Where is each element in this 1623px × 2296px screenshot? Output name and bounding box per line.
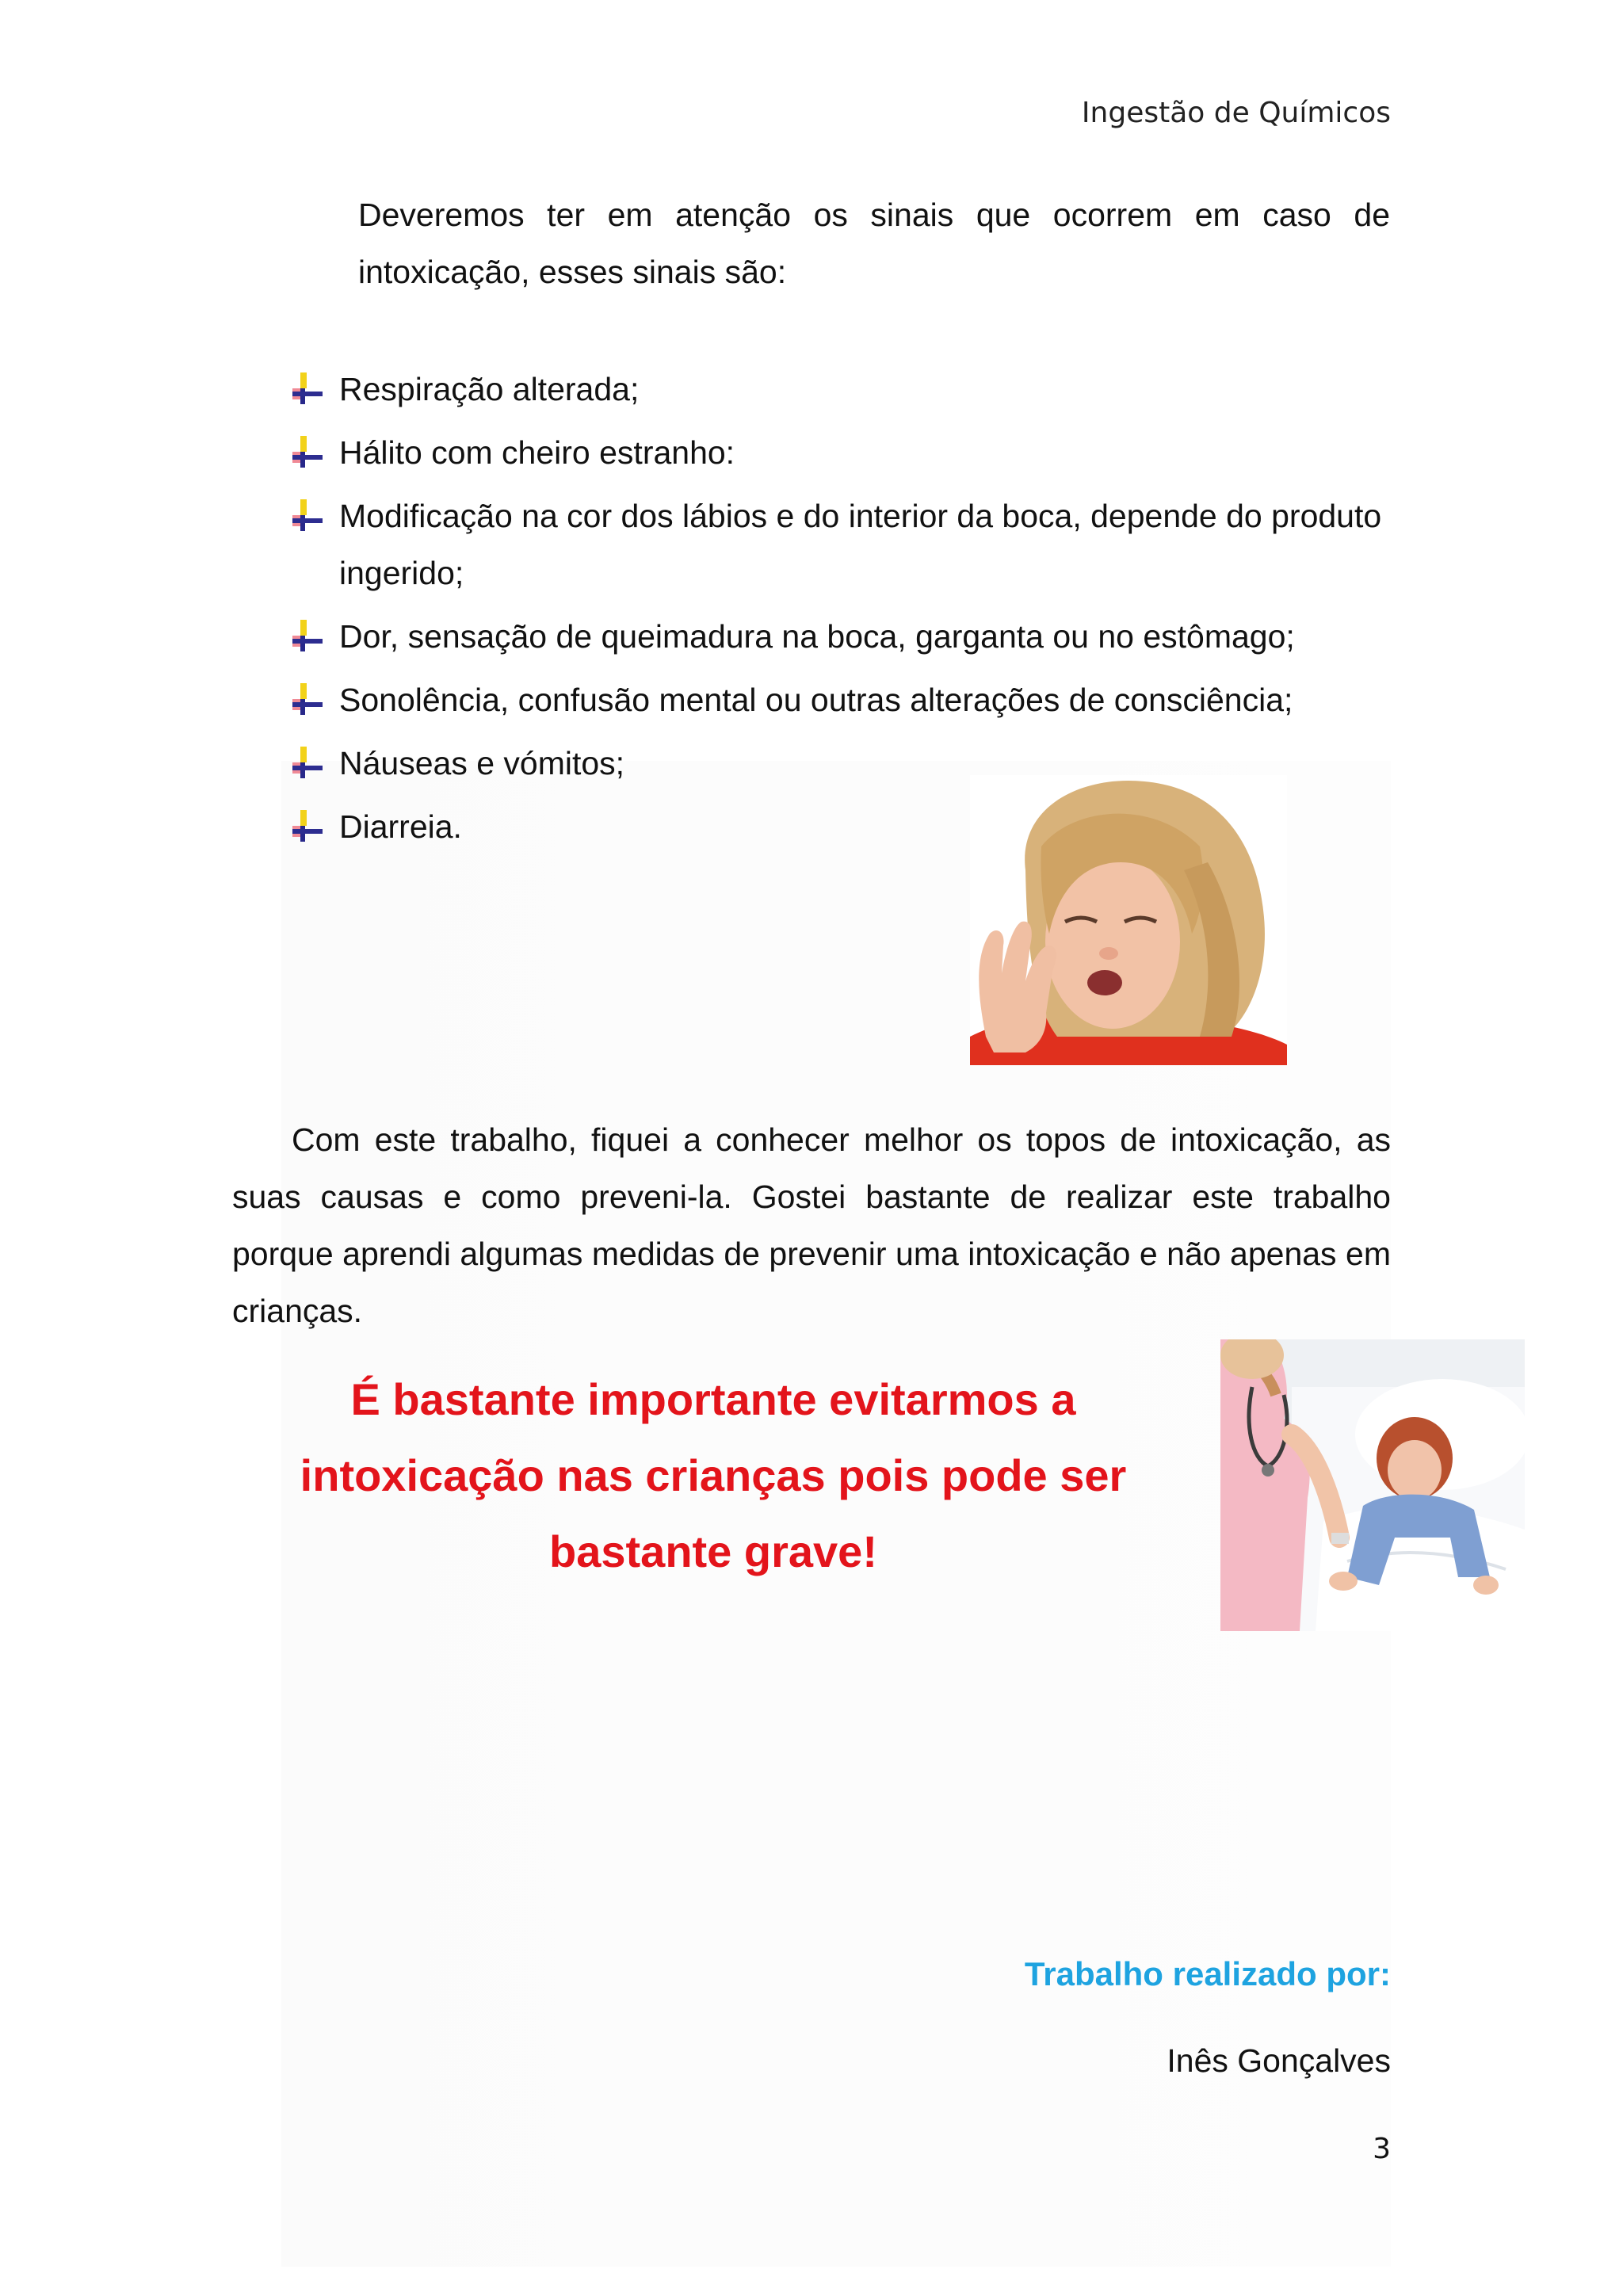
plus-sign-bullet-icon	[289, 498, 326, 534]
author-name: Inês Gonçalves	[1167, 2042, 1391, 2079]
symptom-text: Sonolência, confusão mental ou outras alterações de consciência;	[339, 682, 1293, 718]
symptom-text: Respiração alterada;	[339, 371, 640, 407]
intro-paragraph: Deveremos ter em atenção os sinais que ocorrem em caso de intoxicação, esses sinais são:	[358, 197, 1390, 290]
list-item	[289, 487, 1391, 602]
plus-sign-bullet-icon	[289, 618, 326, 655]
symptom-text: Hálito com cheiro estranho:	[339, 434, 735, 471]
plus-sign-bullet-icon	[289, 745, 326, 781]
list-item	[289, 424, 1391, 481]
plus-sign-bullet-icon	[289, 434, 326, 471]
plus-sign-bullet-icon	[289, 682, 326, 718]
coughing-child-photo	[970, 775, 1287, 1065]
plus-sign-bullet-icon	[289, 808, 326, 845]
conclusion-paragraph: Com este trabalho, fiquei a conhecer melhor os topos de intoxicação, as suas causas e como preveni-la. Gostei bastante de realizar este trabalho porque aprendi algumas medidas de prevenir uma intoxicação e não apenas em crianças.	[232, 1121, 1391, 1329]
plus-sign-bullet-icon	[289, 371, 326, 407]
highlight-statement: É bastante importante evitarmos a intoxicação nas crianças pois pode ser bastante grave!	[300, 1374, 1127, 1576]
symptom-text: Náuseas e vómitos;	[339, 745, 625, 781]
list-item	[289, 361, 1391, 418]
list-item	[289, 608, 1391, 665]
running-header: Ingestão de Químicos	[1081, 97, 1391, 129]
symptom-text: Dor, sensação de queimadura na boca, garganta ou no estômago;	[339, 618, 1295, 655]
nurse-with-child-photo	[1220, 1339, 1525, 1631]
symptom-text: Diarreia.	[339, 808, 462, 845]
list-item	[289, 671, 1391, 728]
page-number: 3	[1373, 2133, 1391, 2165]
symptom-text: Modificação na cor dos lábios e do interior da boca, depende do produto ingerido;	[339, 498, 1382, 591]
credits-label: Trabalho realizado por:	[1024, 1955, 1391, 1992]
